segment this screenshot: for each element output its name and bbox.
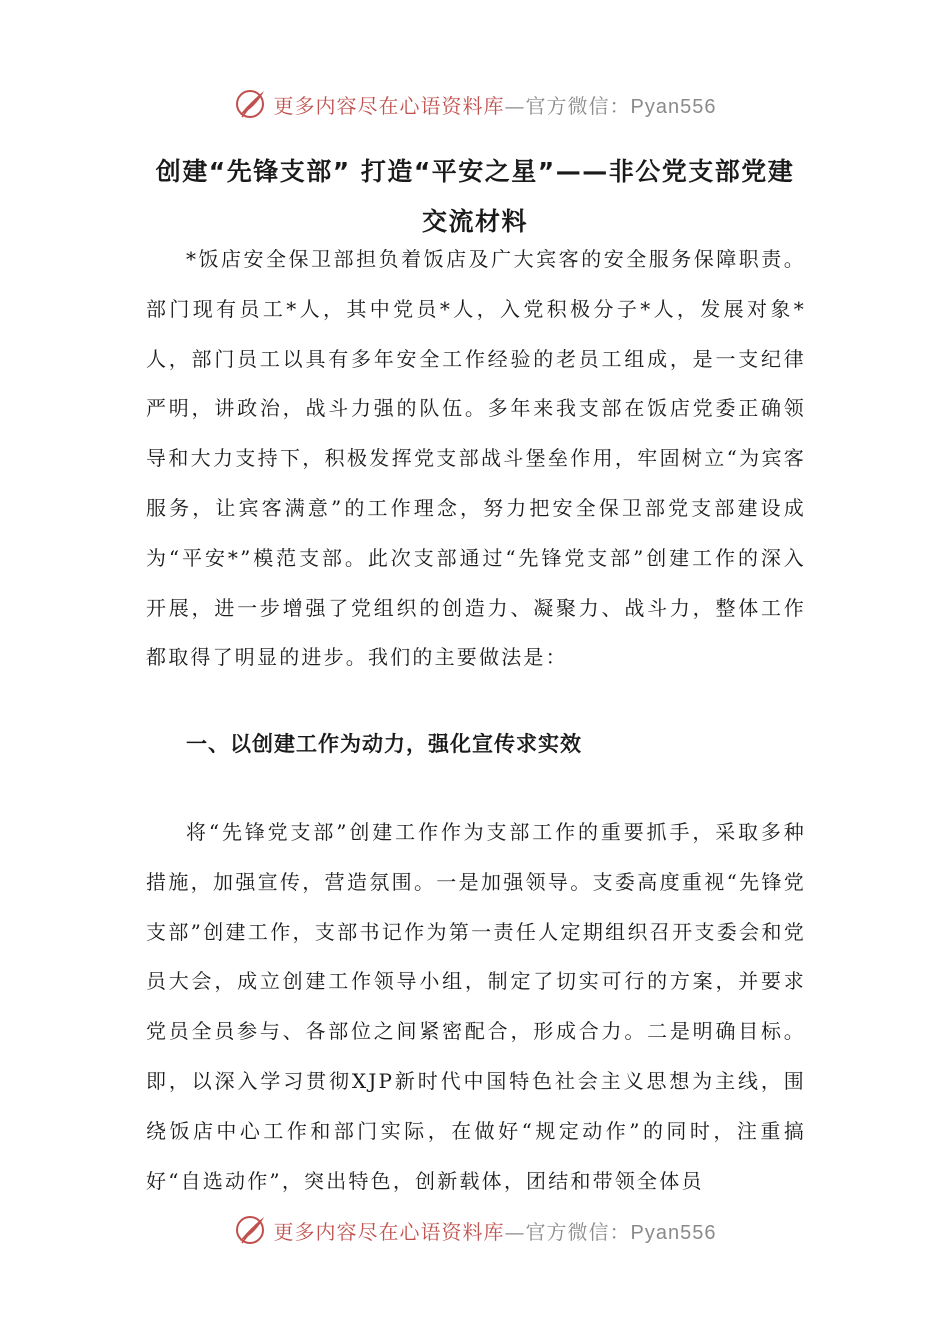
watermark-wechat-id: Pyan556	[630, 95, 717, 118]
watermark-text	[274, 1216, 717, 1245]
body-paragraph-section1: 将“先锋党支部”创建工作作为支部工作的重要抓手，采取多种措施，加强宣传，营造氛围。一是加强领导。支委高度重视“先锋党支部”创建工作，支部书记作为第一责任人定期组织召开支委会和党员大会，成立创建工作领导小组，制定了切实可行的方案，并要求党员全员参与、各部位之间紧密配合，形成合力。二是明确目标。即，以深入学习贯彻XJP新时代中国特色社会主义思想为主线，围绕饭店中心工作和部门实际，在做好“规定动作”的同时，注重搞好“自选动作”，突出特色，创新载体，团结和带领全体员	[146, 820, 806, 1193]
watermark-main-text: 更多内容尽在心语资料库	[273, 1219, 505, 1244]
watermark-main-text: 更多内容尽在心语资料库	[273, 93, 505, 118]
watermark-wechat-id: Pyan556	[630, 1221, 717, 1244]
footer-watermark-banner	[0, 1210, 950, 1250]
watermark-label: 官方微信：	[525, 93, 631, 118]
quill-pen-logo-icon	[234, 1213, 268, 1247]
watermark-dash: —	[504, 1219, 526, 1244]
quill-pen-logo-icon	[234, 87, 268, 121]
body-paragraph-intro: *饭店安全保卫部担负着饭店及广大宾客的安全服务保障职责。部门现有员工*人，其中党员*人，入党积极分子*人，发展对象*人，部门员工以具有多年安全工作经验的老员工组成，是一支纪律严明，讲政治，战斗力强的队伍。多年来我支部在饭店党委正确领导和大力支持下，积极发挥党支部战斗堡垒作用，牢固树立“为宾客服务，让宾客满意”的工作理念，努力把安全保卫部党支部建设成为“平安*”模范支部。此次支部通过“先锋党支部”创建工作的深入开展，进一步增强了党组织的创造力、凝聚力、战斗力，整体工作都取得了明显的进步。我们的主要做法是：	[146, 247, 806, 670]
document-title-line2: 交流材料	[421, 207, 528, 236]
header-watermark-banner	[0, 84, 950, 124]
watermark-label: 官方微信：	[525, 1219, 631, 1244]
watermark-text	[274, 90, 717, 119]
watermark-dash: —	[504, 93, 526, 118]
section-heading-1: 一、以创建工作为动力，强化宣传求实效	[186, 732, 582, 756]
document-title-line1: 创建“先锋支部” 打造“平安之星”——非公党支部党建	[155, 157, 795, 186]
